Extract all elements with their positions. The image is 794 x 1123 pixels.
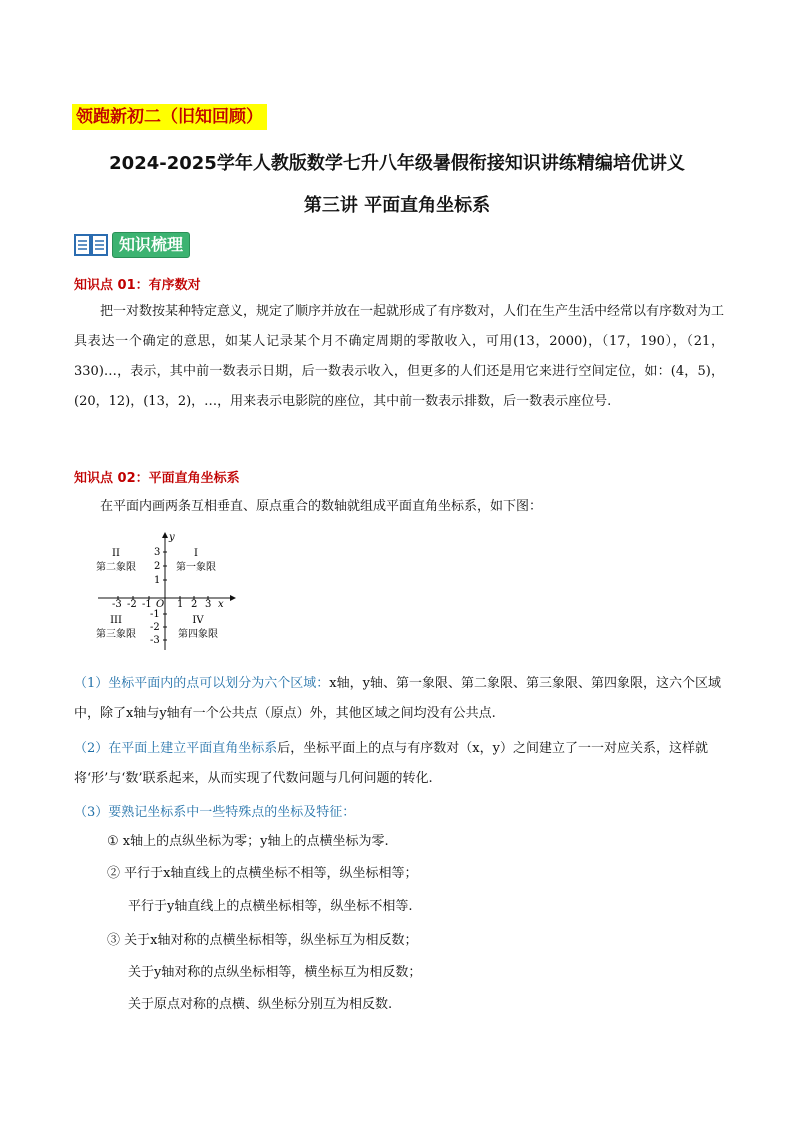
quadrant-2-numeral: II	[112, 548, 120, 559]
special-point-item-3c: 关于原点对称的点横、纵坐标分别互为相反数.	[128, 997, 393, 1012]
y-tick-label: -1	[150, 609, 160, 620]
special-point-item-1: ① x轴上的点纵坐标为零；y轴上的点横坐标为零.	[107, 834, 389, 849]
y-axis-arrow	[162, 532, 168, 538]
point-1-text: x轴，y轴、第一象限、第二象限、第三象限、第四象限，这六个区域中，除了x轴与y轴有一个公共点（原点）外，其他区域之间均没有公共点.	[74, 676, 721, 721]
knowledge-point-title-1: 知识点 01：有序数对	[74, 278, 201, 293]
point-2-text: 后，坐标平面上的点与有序数对（x，y）之间建立了一一对应关系，这样就将‘形’与‘数’联系起来，从而实现了代数问题与几何问题的转化.	[74, 741, 708, 786]
point-3-paragraph	[74, 798, 724, 828]
point-1-paragraph	[74, 669, 724, 729]
y-tick-label: -3	[150, 635, 160, 646]
knowledge-point-intro-2: 在平面内画两条互相垂直、原点重合的数轴就组成平面直角坐标系，如下图：	[100, 499, 543, 514]
y-tick-label: 1	[154, 575, 161, 586]
x-tick-label: -3	[112, 599, 122, 610]
lecture-title: 第三讲 平面直角坐标系	[303, 195, 491, 216]
point-3-lead: （3）要熟记坐标系中一些特殊点的坐标及特征：	[74, 805, 356, 820]
series-tag: 领跑新初二（旧知回顾）	[72, 104, 267, 130]
x-tick-label: -2	[127, 599, 137, 610]
quadrant-2-label: 第二象限	[96, 562, 136, 573]
y-tick-label: 2	[154, 561, 161, 572]
quadrant-4-label: 第四象限	[178, 629, 218, 640]
special-point-item-3b: 关于y轴对称的点纵坐标相等，横坐标互为相反数；	[128, 965, 422, 980]
special-point-item-2a: ② 平行于x轴直线上的点横坐标不相等，纵坐标相等；	[107, 866, 418, 881]
document-title: 2024-2025学年人教版数学七升八年级暑假衔接知识讲练精编培优讲义	[109, 153, 685, 174]
x-tick-label: -1	[142, 599, 152, 610]
x-axis-arrow	[230, 595, 236, 601]
quadrant-1-label: 第一象限	[176, 562, 216, 573]
section-label: 知识梳理	[112, 232, 190, 258]
x-axis-label: x	[218, 599, 224, 610]
coordinate-system-diagram	[90, 530, 240, 650]
open-book-icon	[74, 232, 108, 258]
section-header	[74, 231, 190, 259]
x-tick-label: 2	[191, 599, 198, 610]
y-tick-label: -2	[150, 622, 160, 633]
point-2-paragraph	[74, 734, 724, 794]
quadrant-1-numeral: I	[194, 548, 198, 559]
quadrant-3-label: 第三象限	[96, 629, 136, 640]
special-point-item-2b: 平行于y轴直线上的点横坐标相等，纵坐标不相等.	[128, 899, 413, 914]
y-axis-label: y	[169, 532, 175, 543]
origin-label: O	[156, 599, 165, 610]
point-2-lead: （2）在平面上建立平面直角坐标系	[74, 741, 278, 756]
x-tick-label: 1	[177, 599, 184, 610]
quadrant-3-numeral: III	[110, 615, 122, 626]
knowledge-point-body-1: 把一对数按某种特定意义，规定了顺序并放在一起就形成了有序数对，人们在生产生活中经常以有序数对为工具表达一个确定的意思，如某人记录某个月不确定周期的零散收入，可用(13，2000)，（17，190），（21，330)…，表示，其中前一数表示日期，后一数表示收入，但更多的人们还是用它来进行空间定位，如：(4，5)，(20，12)，(13，2)，…，用来表示电影院的座位，其中前一数表示排数，后一数表示座位号.	[74, 304, 725, 409]
knowledge-point-title-2: 知识点 02：平面直角坐标系	[74, 471, 240, 486]
special-point-item-3a: ③ 关于x轴对称的点横坐标相等，纵坐标互为相反数；	[107, 933, 418, 948]
point-1-lead: （1）坐标平面内的点可以划分为六个区域：	[74, 676, 330, 691]
x-tick-label: 3	[205, 599, 212, 610]
y-tick-label: 3	[154, 547, 161, 558]
quadrant-4-numeral: IV	[192, 615, 204, 626]
